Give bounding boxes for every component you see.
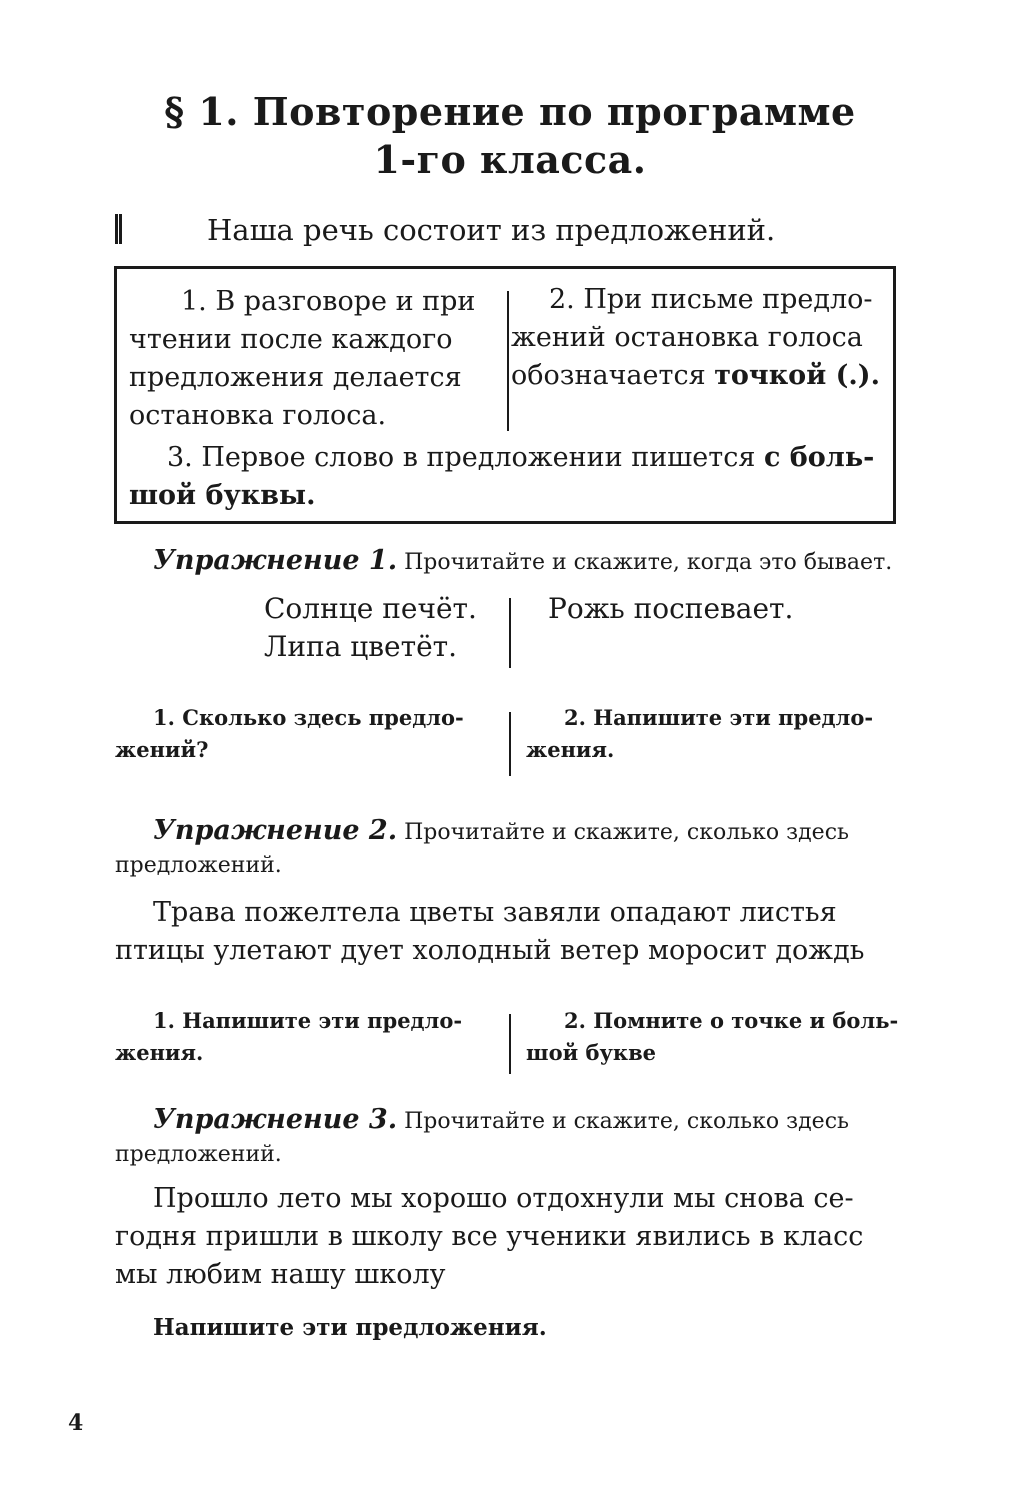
exercise-3-text-line: Прошло лето мы хорошо отдохнули мы снова се- — [153, 1183, 854, 1214]
rule-box — [114, 266, 896, 524]
exercise-3-heading — [115, 1103, 905, 1171]
exercise-3-task — [115, 1311, 905, 1344]
task-line: шой букве — [526, 1040, 657, 1065]
rule-3-line-2: шой буквы. — [129, 480, 316, 511]
exercise-1-divider — [509, 598, 511, 668]
task-line: 1. Напишите эти предло- — [153, 1008, 463, 1033]
rule-3-line-1 — [129, 439, 889, 477]
rule-1 — [129, 283, 504, 435]
task-line: 2. Помните о точке и боль- — [564, 1008, 899, 1033]
rule-2 — [511, 281, 891, 395]
task-line: жений? — [115, 737, 209, 762]
exercise-1-left-sentences — [264, 590, 477, 666]
exercise-2-instruction: Прочитайте и скажите, сколько здесь — [397, 820, 850, 845]
exercise-2-text-line: птицы улетают дует холодный ветер моросит дождь — [115, 935, 865, 966]
rule-2-line: жений остановка голоса — [511, 322, 863, 353]
rule-1-line: чтении после каждого — [129, 324, 453, 355]
exercise-3-text — [115, 1180, 905, 1294]
exercise-2-instruction-cont: предложений. — [115, 853, 282, 878]
rule-2-text: обозначается — [511, 360, 715, 391]
exercise-3-instruction: Прочитайте и скажите, сколько здесь — [397, 1109, 850, 1134]
exercise-3-text-line: годня пришли в школу все ученики явились в класс — [115, 1221, 864, 1252]
rule-1-line: 1. В разговоре и при — [181, 286, 476, 317]
rule-3-text: 3. Первое слово в предложении пишется — [167, 442, 764, 473]
intro-text: Наша речь состоит из предложений. — [207, 213, 776, 247]
section-title-line-1: § 1. Повторение по программе — [164, 89, 856, 134]
exercise-3-text-line: мы любим нашу школу — [115, 1259, 446, 1290]
rule-2-line: 2. При письме предло- — [549, 284, 873, 315]
section-title-line-2: 1-го класса. — [373, 137, 647, 182]
exercise-1-task-1 — [115, 702, 500, 766]
exercise-1-heading — [115, 544, 905, 579]
exercise-2-task-1 — [115, 1005, 500, 1069]
exercise-2-label: Упражнение 2. — [153, 815, 398, 846]
page-number: 4 — [68, 1410, 84, 1436]
task-line: жения. — [526, 737, 615, 762]
section-title — [100, 88, 920, 184]
task-line: жения. — [115, 1040, 204, 1065]
exercise-2-text-line: Трава пожелтела цветы завяли опадают листья — [153, 897, 837, 928]
exercise-1-task-divider — [509, 712, 511, 776]
exercise-1-right-sentences — [548, 590, 793, 628]
rule-2-bold-term: точкой (.). — [714, 360, 880, 391]
exercise-1-sentence: Рожь поспевает. — [548, 592, 794, 625]
rule-1-line: остановка голоса. — [129, 400, 387, 431]
double-bar-marker-icon — [115, 214, 122, 244]
exercise-1-task-2 — [526, 702, 906, 766]
exercise-3-instruction-cont: предложений. — [115, 1142, 282, 1167]
rule-1-line: предложения делается — [129, 362, 462, 393]
exercise-1-sentence: Солнце печёт. — [264, 592, 477, 625]
exercise-1-label: Упражнение 1. — [153, 545, 398, 576]
exercise-1-sentence: Липа цветёт. — [264, 630, 458, 663]
exercise-3-task-text: Напишите эти предложения. — [153, 1314, 547, 1341]
exercise-2-text — [115, 894, 905, 970]
rule-column-divider — [507, 291, 509, 431]
exercise-3-label: Упражнение 3. — [153, 1104, 398, 1135]
rule-3 — [129, 439, 889, 515]
rule-3-bold-text: с боль- — [763, 442, 875, 473]
rule-2-line-last — [511, 357, 891, 395]
exercise-1-instruction: Прочитайте и скажите, когда это бывает. — [397, 550, 893, 575]
task-line: 1. Сколько здесь предло- — [153, 705, 464, 730]
exercise-2-task-divider — [509, 1014, 511, 1074]
exercise-2-task-2 — [526, 1005, 906, 1069]
exercise-2-heading — [115, 814, 905, 882]
task-line: 2. Напишите эти предло- — [564, 705, 874, 730]
intro-statement — [112, 212, 892, 252]
